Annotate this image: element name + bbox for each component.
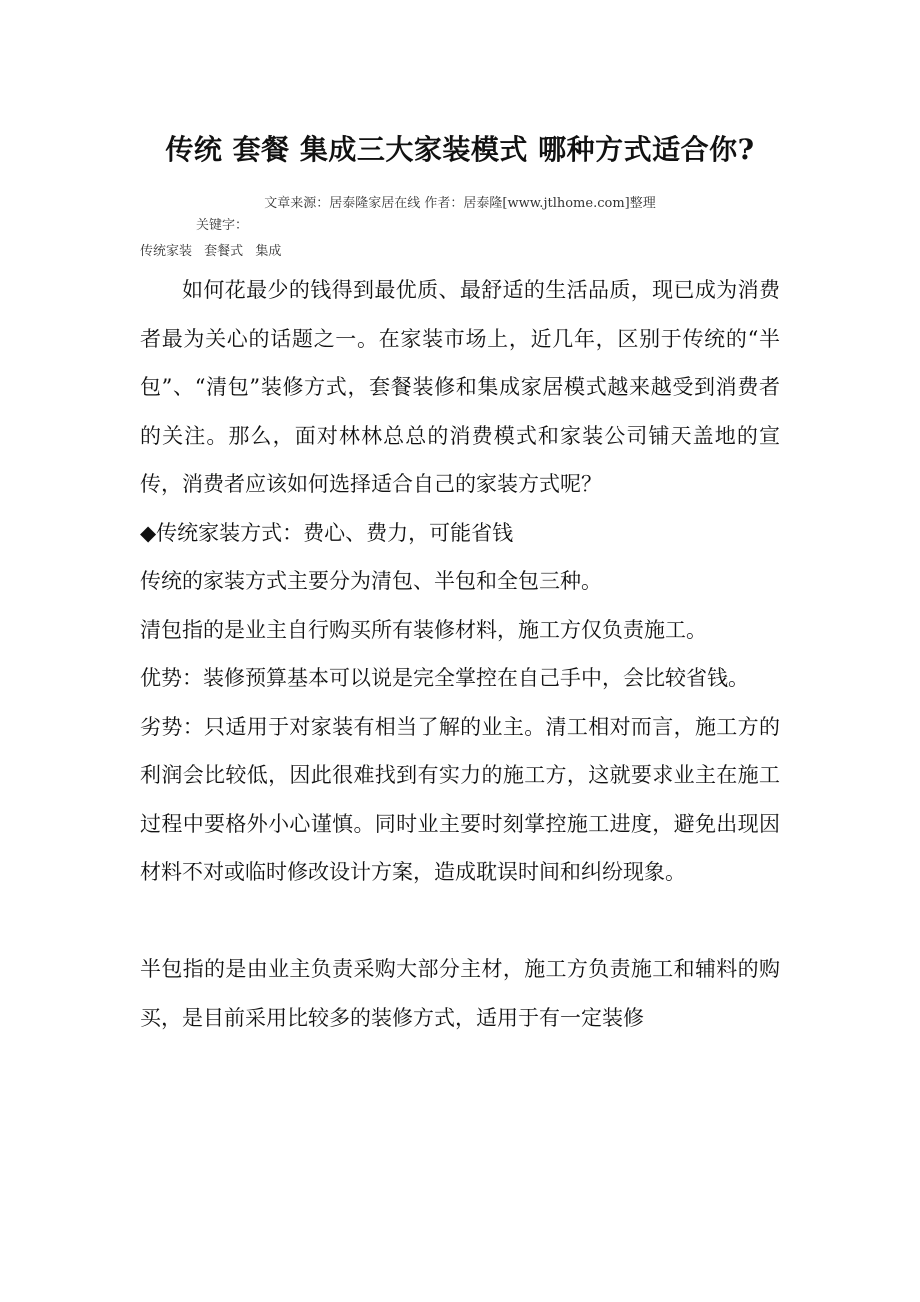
keyword-item: 传统家装 — [140, 244, 193, 259]
intro-paragraph: 如何花最少的钱得到最优质、最舒适的生活品质，现已成为消费者最为关心的话题之一。在家装市场上，近几年，区别于传统的“半包”、“清包”装修方式，套餐装修和集成家居模式越来越受到消费者的关注。那么，面对林林总总的消费模式和家装公司铺天盖地的宣传，消费者应该如何选择适合自己的家装方式呢？ — [140, 278, 780, 496]
keyword-item: 套餐式 — [204, 244, 244, 259]
article-source-line: 文章来源：居泰隆家居在线 作者：居泰隆[www.jtlhome.com]整理 — [264, 196, 656, 211]
keywords-label: 关键字： — [196, 218, 249, 233]
paragraph-spacer — [140, 897, 780, 946]
article-body — [140, 266, 780, 1042]
paragraph-banbao-definition: 半包指的是由业主负责采购大部分主材，施工方负责施工和辅料的购买，是目前采用比较多的装修方式，适用于有一定装修 — [140, 957, 780, 1030]
paragraph-qingbao-definition: 清包指的是业主自行购买所有装修材料，施工方仅负责施工。 — [140, 617, 707, 642]
paragraph-advantages: 优势：装修预算基本可以说是完全掌控在自己手中，会比较省钱。 — [140, 666, 749, 690]
paragraph-disadvantages: 劣势：只适用于对家装有相当了解的业主。清工相对而言，施工方的利润会比较低，因此很难找到有实力的施工方，这就要求业主在施工过程中要格外小心谨慎。同时业主要时刻掌控施工进度，避免出现因材料不对或临时修改设计方案，造成耽误时间和纠纷现象。 — [140, 714, 780, 884]
section-heading-traditional: ◆传统家装方式：费心、费力，可能省钱 — [140, 520, 514, 545]
keyword-item: 集成 — [255, 244, 282, 259]
keywords-list — [140, 240, 289, 259]
paragraph-traditional-types: 传统的家装方式主要分为清包、半包和全包三种。 — [140, 569, 602, 593]
article-title: 传统 套餐 集成三大家装模式 哪种方式适合你? — [165, 133, 755, 166]
